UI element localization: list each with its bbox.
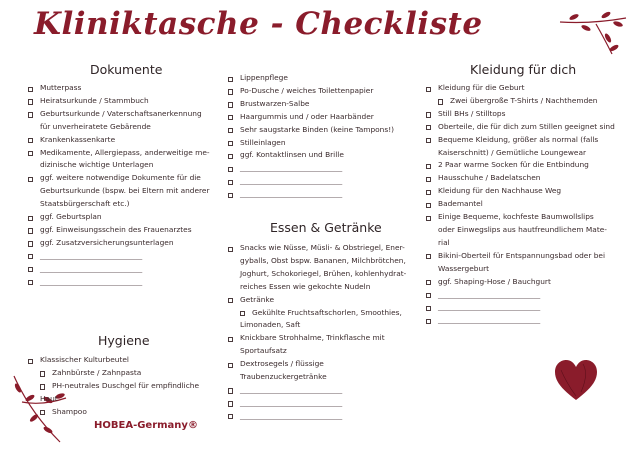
list-item-text: Still BHs / Stilltops: [438, 108, 506, 118]
list-item-text: gyballs, Obst bspw. Bananen, Milchbrötchen,: [240, 255, 406, 265]
list-item: [426, 108, 615, 121]
checkbox-icon: [228, 247, 233, 252]
list-item: [228, 294, 406, 307]
blank-line: [28, 250, 210, 263]
checkbox-icon: [28, 177, 33, 182]
list-item: [228, 137, 394, 150]
list-item: [228, 72, 394, 85]
list-item-text: für unverheiratete Gebärende: [40, 121, 151, 131]
section-heading-essen: Essen & Getränke: [270, 220, 382, 235]
list-item: [228, 111, 394, 124]
checkbox-icon: [28, 216, 33, 221]
checkbox-icon: [40, 384, 45, 389]
list-item: [228, 255, 406, 268]
list-item: [228, 358, 406, 371]
checkbox-icon: [28, 151, 33, 156]
list-item-text: Zwei übergroße T-Shirts / Nachthemden: [450, 95, 598, 105]
list-item-text: Lippenpflege: [240, 73, 288, 82]
list-item: [228, 345, 406, 358]
blank-line: [228, 162, 394, 175]
list-item-text: ggf. Zusatzversicherungsunterlagen: [40, 237, 174, 247]
list-item-text: ggf. Shaping-Hose / Bauchgurt: [438, 276, 551, 286]
list-item-text: Kleidung für den Nachhause Weg: [438, 186, 562, 196]
checkbox-icon: [426, 112, 431, 117]
list-item-text: Medikamente, Allergiepass, anderweitige me-: [40, 147, 210, 157]
list-item: [28, 147, 210, 160]
checkbox-icon: [228, 141, 233, 146]
list-item: [28, 354, 199, 367]
checkbox-icon: [28, 359, 33, 364]
checkbox-icon: [426, 203, 431, 208]
list-item: [426, 237, 615, 250]
checkbox-icon: [426, 164, 431, 169]
checkbox-icon: [28, 241, 33, 246]
checkbox-icon: [426, 216, 431, 221]
list-item-text: Kleidung für die Geburt: [438, 83, 525, 92]
list-item-text: Wassergeburt: [438, 263, 490, 273]
checkbox-icon: [228, 337, 233, 342]
blank-line: [228, 384, 406, 397]
list-item: [28, 380, 199, 393]
checklist-kleidung: [426, 82, 615, 327]
checkbox-icon: [28, 112, 33, 117]
checkbox-icon: [228, 363, 233, 368]
brand-logo: HOBEA-Germany®: [94, 420, 198, 431]
list-item-text: reiches Essen wie gekochte Nudeln: [240, 281, 371, 291]
list-item-text: Klassischer Kulturbeutel: [40, 355, 129, 364]
list-item-text: Mutterpass: [40, 83, 82, 92]
checkbox-icon: [240, 311, 245, 316]
blank-line: [28, 276, 210, 289]
branch-decoration-top-right: [556, 8, 632, 60]
list-item-text: ggf. Einweisungsschein des Frauenarztes: [40, 224, 192, 234]
list-item: [426, 82, 615, 95]
blank-line: [28, 263, 210, 276]
list-item: [228, 85, 394, 98]
checkbox-icon: [28, 138, 33, 143]
list-item-text: ______________________________: [240, 163, 342, 173]
checkbox-icon: [228, 180, 233, 185]
list-item-text: ______________________________: [438, 289, 540, 299]
list-item: [426, 172, 615, 185]
list-item: [228, 371, 406, 384]
checkbox-icon: [426, 190, 431, 195]
list-item: [228, 149, 394, 162]
checkbox-icon: [426, 138, 431, 143]
blank-line: [426, 289, 615, 302]
list-item: [426, 250, 615, 263]
list-item-text: Haut: [40, 393, 58, 403]
list-item-text: ggf. Geburtsplan: [40, 212, 102, 222]
checklist-hygiene: [28, 354, 199, 419]
list-item: [426, 198, 615, 211]
list-item-text: 2 Paar warme Socken für die Entbindung: [438, 160, 589, 170]
list-item-text: Gekühlte Fruchtsaftschorlen, Smoothies,: [252, 307, 402, 317]
list-item-text: Getränke: [240, 294, 274, 304]
list-item: [28, 134, 210, 147]
list-item: [28, 159, 210, 172]
checkbox-icon: [426, 87, 431, 92]
list-item-text: ______________________________: [240, 397, 342, 407]
list-item-text: Bikini-Oberteil für Entspannungsbad oder bei: [438, 250, 606, 260]
list-item: [28, 82, 210, 95]
list-item: [28, 198, 210, 211]
list-item: [28, 393, 199, 406]
list-item-text: Haargummis und / oder Haarbänder: [240, 111, 374, 121]
list-item-text: Limonaden, Saft: [240, 320, 301, 330]
checkbox-icon: [426, 293, 431, 298]
checkbox-icon: [426, 125, 431, 130]
list-item-text: ______________________________: [438, 315, 540, 325]
checkbox-icon: [28, 254, 33, 259]
checkbox-icon: [228, 102, 233, 107]
list-item-text: Shampoo: [52, 406, 87, 416]
list-item: [228, 268, 406, 281]
list-item: [28, 108, 210, 121]
list-item-text: Geburtsurkunde (bspw. bei Eltern mit anderer: [40, 186, 210, 196]
checkbox-icon: [426, 280, 431, 285]
list-item-text: Hausschuhe / Badelatschen: [438, 173, 541, 183]
list-item-text: Snacks wie Nüsse, Müsli- & Obstriegel, Ener-: [240, 243, 405, 252]
list-item-text: ______________________________: [240, 189, 342, 199]
checkbox-icon: [228, 401, 233, 406]
list-item-text: PH-neutrales Duschgel für empfindliche: [52, 380, 200, 390]
list-item: [426, 159, 615, 172]
list-item: [426, 263, 615, 276]
list-item: [228, 242, 406, 255]
list-item: [28, 224, 210, 237]
list-item: [426, 211, 615, 224]
list-item-text: Geburtsurkunde / Vaterschaftsanerkennung: [40, 108, 202, 118]
list-item-text: ______________________________: [240, 410, 342, 420]
list-item-text: rial: [438, 237, 450, 247]
list-item: [28, 172, 210, 185]
list-item-text: Staatsbürgerschaft etc.): [40, 199, 130, 209]
section-heading-dokumente: Dokumente: [90, 62, 163, 77]
checkbox-icon: [228, 388, 233, 393]
blank-line: [228, 410, 406, 423]
list-item-text: ______________________________: [40, 263, 142, 273]
list-item-text: ______________________________: [240, 176, 342, 186]
list-item-text: ______________________________: [240, 384, 342, 394]
list-item-text: Zahnbürste / Zahnpasta: [52, 367, 142, 377]
blank-line: [228, 397, 406, 410]
list-item: [228, 281, 406, 294]
list-item: [426, 121, 615, 134]
list-item-text: Einige Bequeme, kochfeste Baumwollslips: [438, 212, 594, 222]
list-item: [426, 147, 615, 160]
checkbox-icon: [228, 154, 233, 159]
list-item: [28, 211, 210, 224]
checklist-dokumente: [28, 82, 210, 289]
checkbox-icon: [228, 77, 233, 82]
checkbox-icon: [28, 228, 33, 233]
list-item-text: Krankenkassenkarte: [40, 134, 116, 144]
blank-line: [228, 188, 394, 201]
list-item: [228, 124, 394, 137]
list-item-text: Joghurt, Schokoriegel, Brühen, kohlenhydrat-: [240, 268, 407, 278]
list-item: [426, 276, 615, 289]
checkbox-icon: [228, 193, 233, 198]
checkbox-icon: [426, 319, 431, 324]
list-item-text: ggf. weitere notwendige Dokumente für die: [40, 173, 201, 183]
list-item-text: Sehr saugstarke Binden (keine Tampons!): [240, 124, 395, 134]
list-item-text: ______________________________: [40, 250, 142, 260]
checkbox-icon: [426, 177, 431, 182]
list-item-text: Heiratsurkunde / Stammbuch: [40, 95, 149, 105]
list-item: [228, 307, 406, 320]
checkbox-icon: [228, 167, 233, 172]
checkbox-icon: [228, 298, 233, 303]
list-item: [28, 367, 199, 380]
heart-icon: [553, 358, 599, 402]
blank-line: [228, 175, 394, 188]
list-item: [28, 95, 210, 108]
list-item: [28, 185, 210, 198]
blank-line: [426, 301, 615, 314]
page-title: Kliniktasche - Checkliste: [34, 6, 483, 42]
list-item-text: Stilleinlagen: [240, 137, 286, 147]
list-item-text: oder Einwegslips aus hautfreundlichem Mate-: [438, 224, 607, 234]
checkbox-icon: [40, 410, 45, 415]
list-item: [228, 98, 394, 111]
checklist-essen: [228, 242, 406, 423]
checkbox-icon: [28, 280, 33, 285]
section-heading-hygiene: Hygiene: [98, 333, 150, 348]
checklist-hygiene-continued: [228, 72, 394, 201]
section-heading-kleidung: Kleidung für dich: [470, 62, 577, 77]
checkbox-icon: [228, 89, 233, 94]
checkbox-icon: [228, 128, 233, 133]
list-item: [426, 224, 615, 237]
checkbox-icon: [28, 99, 33, 104]
list-item: [228, 319, 406, 332]
checkbox-icon: [40, 371, 45, 376]
list-item-text: Brustwarzen-Salbe: [240, 98, 310, 108]
list-item-text: Po-Dusche / weiches Toilettenpapier: [240, 85, 374, 95]
checkbox-icon: [438, 99, 443, 104]
list-item-text: ______________________________: [438, 302, 540, 312]
list-item-text: ggf. Kontaktlinsen und Brille: [240, 150, 344, 160]
checkbox-icon: [426, 254, 431, 259]
list-item: [28, 121, 210, 134]
list-item-text: Oberteile, die für dich zum Stillen geeignet sind: [438, 121, 615, 131]
list-item: [426, 134, 615, 147]
list-item-text: Sportaufsatz: [240, 346, 287, 356]
list-item: [426, 185, 615, 198]
list-item: [228, 332, 406, 345]
checkbox-icon: [28, 87, 33, 92]
list-item-text: Bequeme Kleidung, größer als normal (falls: [438, 134, 599, 144]
list-item-text: dizinische wichtige Unterlagen: [40, 160, 154, 170]
list-item-text: Dextrosegels / flüssige: [240, 359, 324, 369]
list-item-text: ______________________________: [40, 276, 142, 286]
list-item: [28, 237, 210, 250]
list-item-text: Bademantel: [438, 199, 483, 209]
checkbox-icon: [228, 414, 233, 419]
list-item-text: Knickbare Strohhalme, Trinkflasche mit: [240, 333, 385, 343]
checkbox-icon: [228, 115, 233, 120]
list-item-text: Kaiserschnitt) / Gemütliche Loungewear: [438, 147, 587, 157]
checkbox-icon: [28, 267, 33, 272]
list-item: [28, 406, 199, 419]
checkbox-icon: [426, 306, 431, 311]
blank-line: [426, 314, 615, 327]
list-item-text: Traubenzuckergetränke: [240, 372, 327, 382]
list-item: [426, 95, 615, 108]
